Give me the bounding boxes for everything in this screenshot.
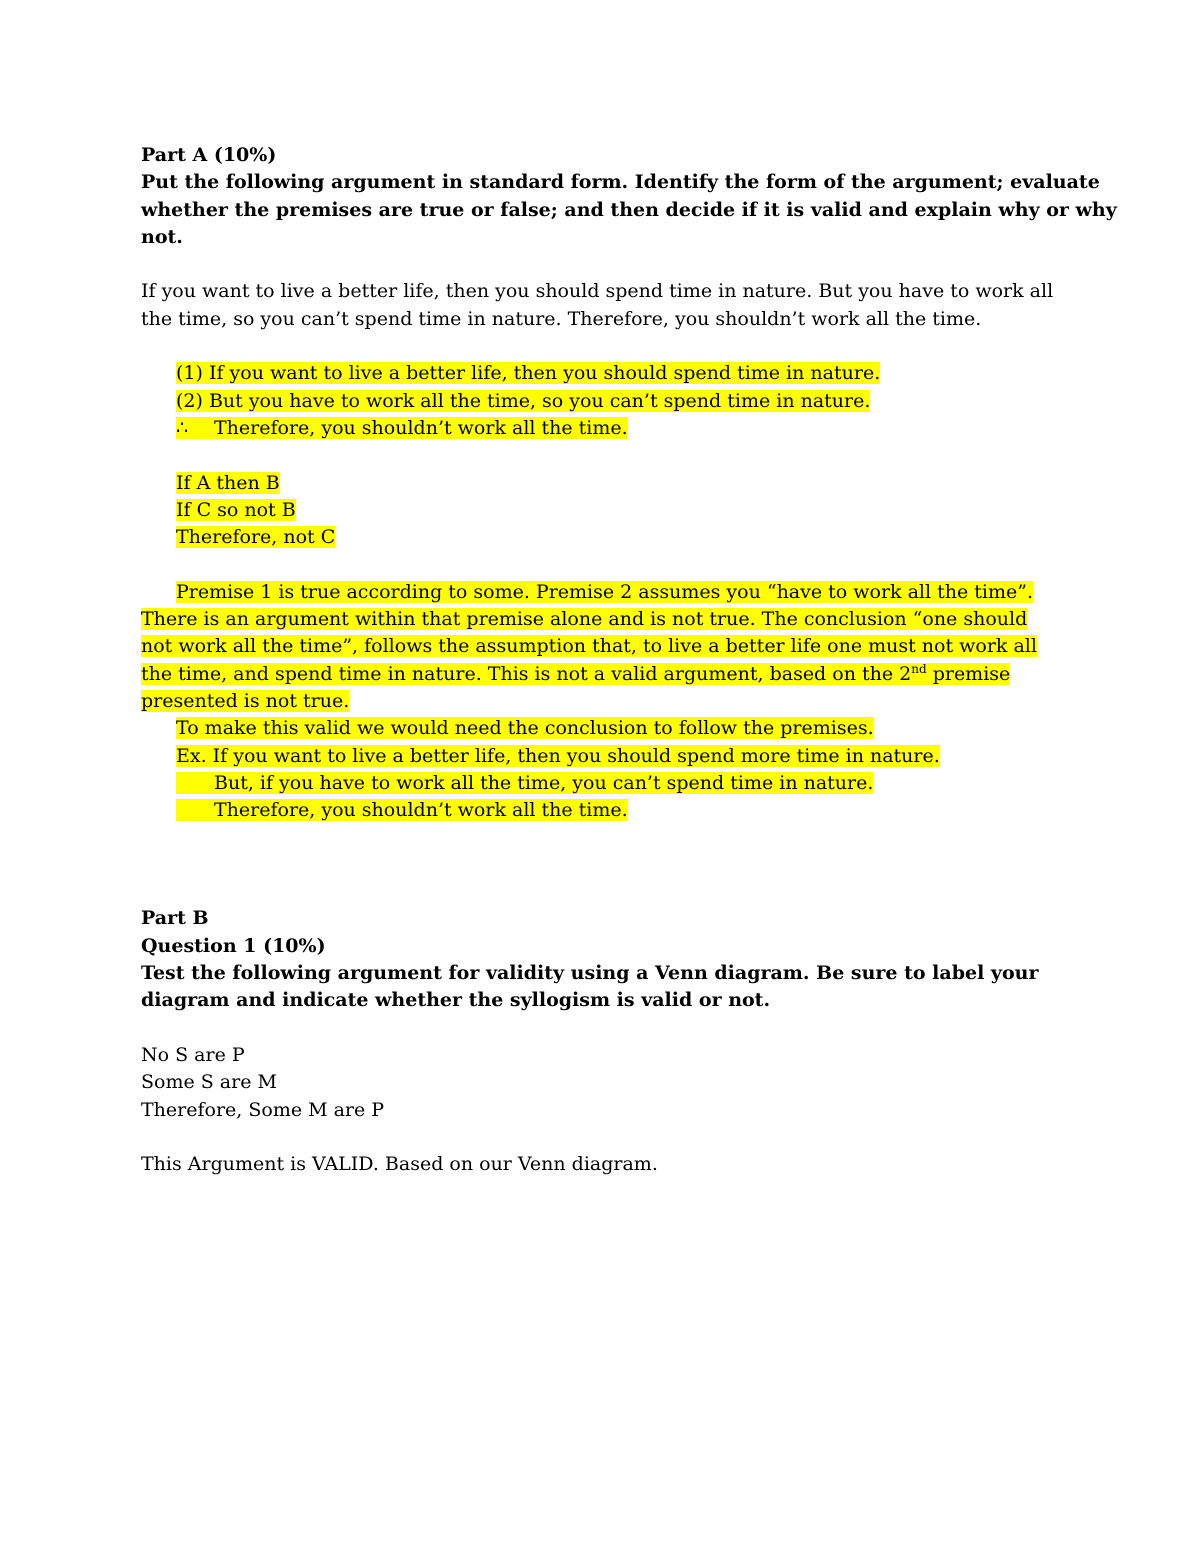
form-line: Therefore, not C bbox=[176, 526, 336, 549]
part-a-instruction-line: not. bbox=[141, 225, 183, 248]
standard-form-conclusion: ∴ Therefore, you shouldn’t work all the time. bbox=[141, 415, 1061, 442]
syllogism-line: Therefore, Some M are P bbox=[141, 1098, 385, 1121]
fix-intro: To make this valid we would need the conclusion to follow the premises. bbox=[176, 717, 874, 740]
syllogism-line: Some S are M bbox=[141, 1071, 277, 1094]
argument-line: the time, so you can’t spend time in nature. Therefore, you shouldn’t work all the time. bbox=[141, 307, 982, 330]
standard-form-premise-1: (1) If you want to live a better life, then you should spend time in nature. bbox=[176, 362, 881, 385]
example-line: Therefore, you shouldn’t work all the time. bbox=[141, 797, 1061, 824]
part-a-instruction-line: Put the following argument in standard form. Identify the form of the argument; evaluate bbox=[141, 171, 1100, 194]
syllogism-line: No S are P bbox=[141, 1043, 245, 1066]
standard-form-premise-2: (2) But you have to work all the time, so you can’t spend time in nature. bbox=[176, 389, 871, 412]
document-page bbox=[141, 142, 1117, 1178]
question-heading: Question 1 (10%) bbox=[141, 934, 326, 957]
example-line: But, if you have to work all the time, you can’t spend time in nature. bbox=[141, 770, 1061, 797]
example-line: Ex. If you want to live a better life, then you should spend more time in nature. bbox=[176, 744, 940, 767]
part-b-instruction-line: Test the following argument for validity using a Venn diagram. Be sure to label your bbox=[141, 962, 1039, 985]
evaluation-paragraph: Premise 1 is true according to some. Premise 2 assumes you “have to work all the time”. There is an argument within that premise alone and is not true. The conclusion “one should not work all the time”, follows the assumption that, to live a better life one must not work all the time, and spend time in nature. This is not a valid argument, based on the 2nd premise presented is not true. bbox=[141, 580, 1037, 712]
therefore-symbol: ∴ bbox=[176, 416, 189, 439]
part-b-heading: Part B bbox=[141, 907, 209, 930]
argument-line: If you want to live a better life, then you should spend time in nature. But you have to work all bbox=[141, 280, 1054, 303]
part-b-instruction-line: diagram and indicate whether the syllogism is valid or not. bbox=[141, 989, 771, 1012]
form-line: If A then B bbox=[176, 471, 280, 494]
part-a-heading: Part A (10%) bbox=[141, 144, 277, 166]
part-a-instruction-line: whether the premises are true or false; and then decide if it is valid and explain why or why bbox=[141, 198, 1117, 221]
form-line: If C so not B bbox=[176, 498, 296, 521]
answer-line: This Argument is VALID. Based on our Venn diagram. bbox=[141, 1153, 658, 1176]
